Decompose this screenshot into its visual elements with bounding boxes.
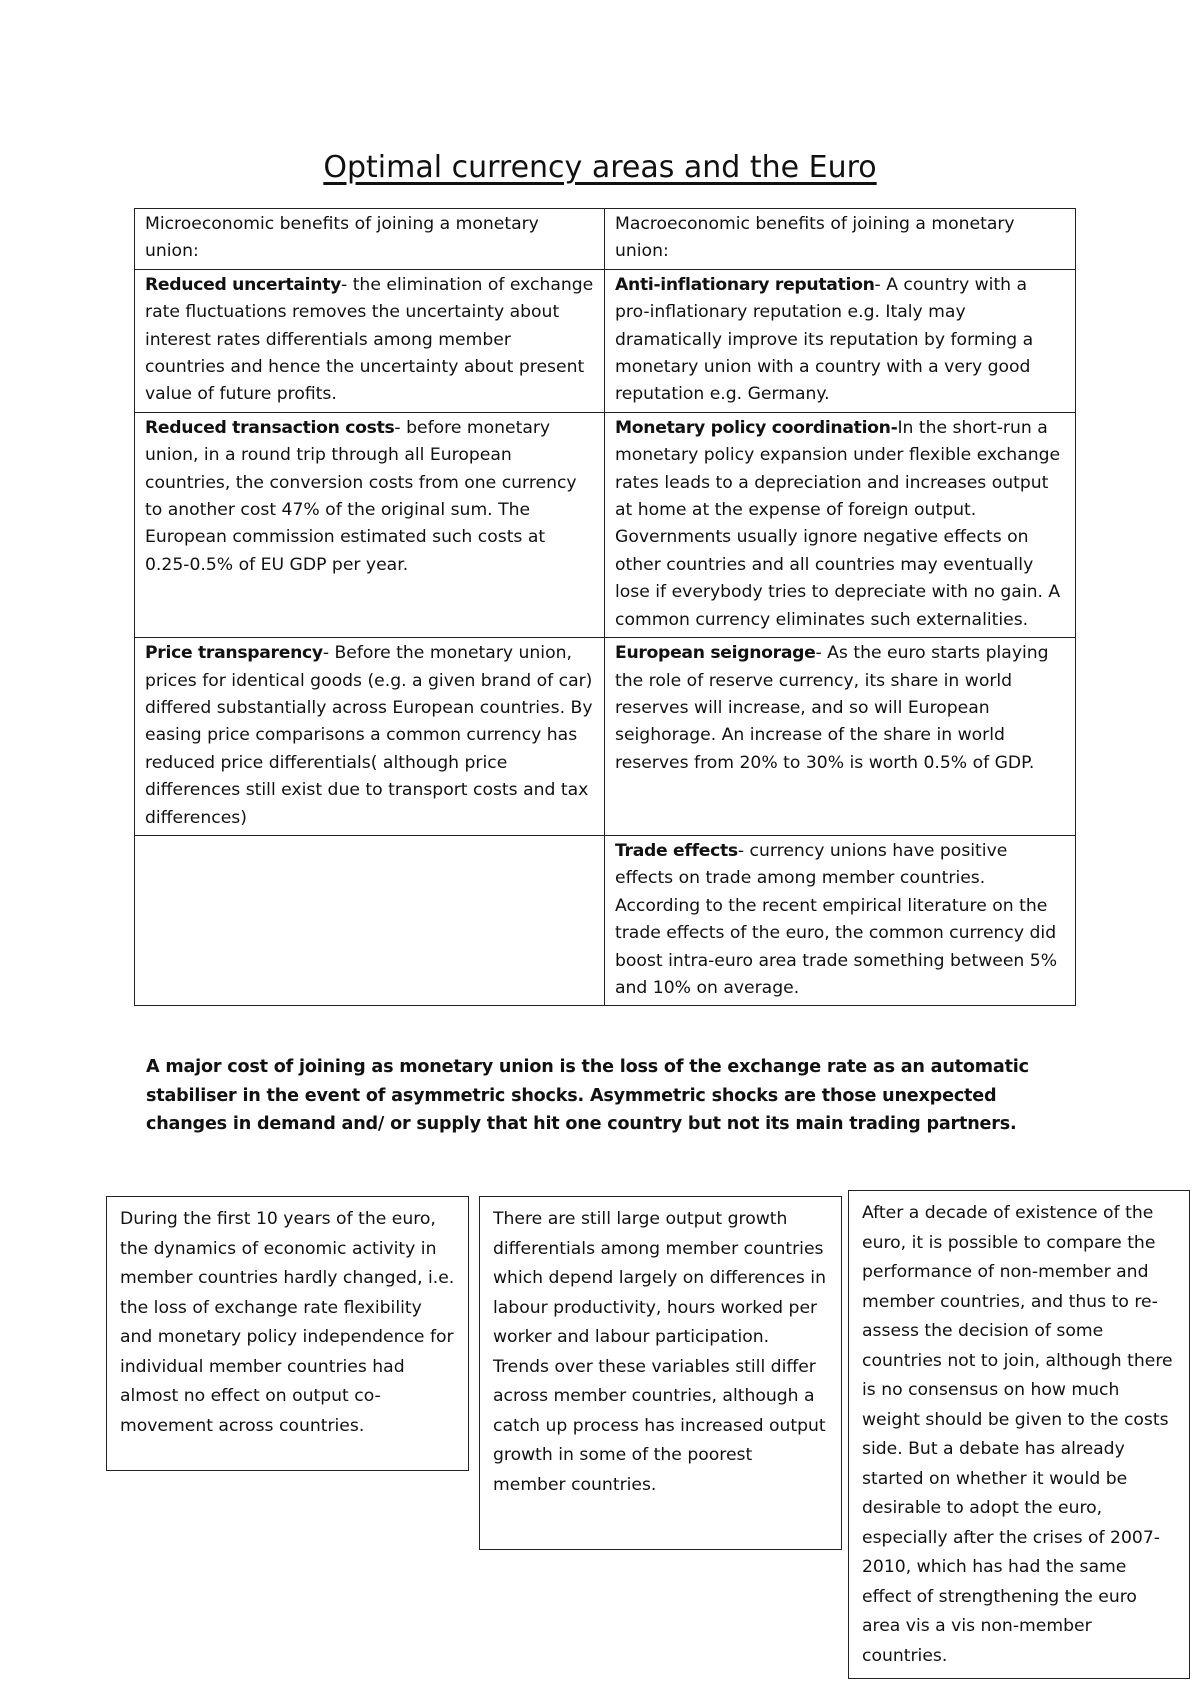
benefit-term: European seignorage — [615, 643, 816, 664]
micro-cell — [135, 269, 605, 412]
page-title: Optimal currency areas and the Euro — [323, 150, 877, 185]
micro-cell-empty — [135, 835, 605, 1005]
macro-cell — [605, 638, 1076, 836]
benefit-term: Reduced uncertainty — [145, 274, 342, 295]
benefits-table — [134, 208, 1076, 1006]
micro-cell — [135, 412, 605, 637]
benefit-term: Reduced transaction costs — [145, 417, 395, 438]
micro-header: Microeconomic benefits of joining a monetary union: — [135, 209, 605, 270]
benefit-text: In the short-run a monetary policy expansion under flexible exchange rates leads to a depreciation and increases output at home at the expense of foreign output. Governments usually ignore negative effects on other countries and all countries may eventually lose if everybody tries to depreciate with no gain. A common currency eliminates such externalities. — [615, 417, 1061, 630]
benefit-text: - the elimination of exchange rate fluctuations removes the uncertainty about interest rates differentials among member countries and hence the uncertainty about present value of future profits. — [145, 274, 594, 405]
text-box-growth-differentials: There are still large output growth differentials among member countries which depend largely on differences in labour productivity, hours worked per worker and labour participation. Trends over these variables still differ across member countries, although a catch up process has increased output growth in some of the poorest member countries. — [479, 1196, 842, 1550]
macro-cell — [605, 412, 1076, 637]
table-header-row — [135, 209, 1076, 270]
text-box-first-decade: During the first 10 years of the euro, the dynamics of economic activity in member countries hardly changed, i.e. the loss of exchange rate flexibility and monetary policy independence for individual member countries had almost no effect on output co-movement across countries. — [106, 1196, 469, 1471]
benefit-text: - before monetary union, in a round trip through all European countries, the conversion costs from one currency to another cost 47% of the original sum. The European commission estimated such costs at 0.25-0.5% of EU GDP per year. — [145, 417, 577, 575]
table-row — [135, 412, 1076, 637]
micro-cell — [135, 638, 605, 836]
table-row — [135, 638, 1076, 836]
macro-cell — [605, 269, 1076, 412]
table-row — [135, 269, 1076, 412]
benefit-term: Price transparency — [145, 643, 323, 664]
benefit-text: - A country with a pro-inflationary reputation e.g. Italy may dramatically improve its reputation by forming a monetary union with a country with a very good reputation e.g. Germany. — [615, 274, 1034, 405]
macro-cell — [605, 835, 1076, 1005]
text-box-reassessment: After a decade of existence of the euro, it is possible to compare the performance of non-member and member countries, and thus to re-assess the decision of some countries not to join, although there is no consensus on how much weight should be given to the costs side. But a debate has already started on whether it would be desirable to adopt the euro, especially after the crises of 2007-2010, which has had the same effect of strengthening the euro area vis a vis non-member countries. — [848, 1190, 1190, 1679]
table-row — [135, 835, 1076, 1005]
benefit-text: - As the euro starts playing the role of reserve currency, its share in world reserves will increase, and so will European seighorage. An increase of the share in world reserves from 20% to 30% is worth 0.5% of GDP. — [615, 643, 1049, 773]
cost-note: A major cost of joining as monetary union is the loss of the exchange rate as an automatic stabiliser in the event of asymmetric shocks. Asymmetric shocks are those unexpected changes in demand and/ or supply that hit one country but not its main trading partners. — [146, 1057, 1029, 1134]
benefit-term: Trade effects — [615, 840, 738, 861]
benefit-text: - currency unions have positive effects on trade among member countries. According to the recent empirical literature on the trade effects of the euro, the common currency did boost intra-euro area trade something between 5% and 10% on average. — [615, 840, 1058, 998]
benefit-term: Monetary policy coordination- — [615, 417, 898, 438]
benefit-term: Anti-inflationary reputation — [615, 274, 875, 295]
benefit-text: - Before the monetary union, prices for identical goods (e.g. a given brand of car) differed substantially across European countries. By easing price comparisons a common currency has reduced price differentials( although price differences still exist due to transport costs and tax differences) — [145, 643, 593, 828]
macro-header: Macroeconomic benefits of joining a monetary union: — [605, 209, 1076, 270]
